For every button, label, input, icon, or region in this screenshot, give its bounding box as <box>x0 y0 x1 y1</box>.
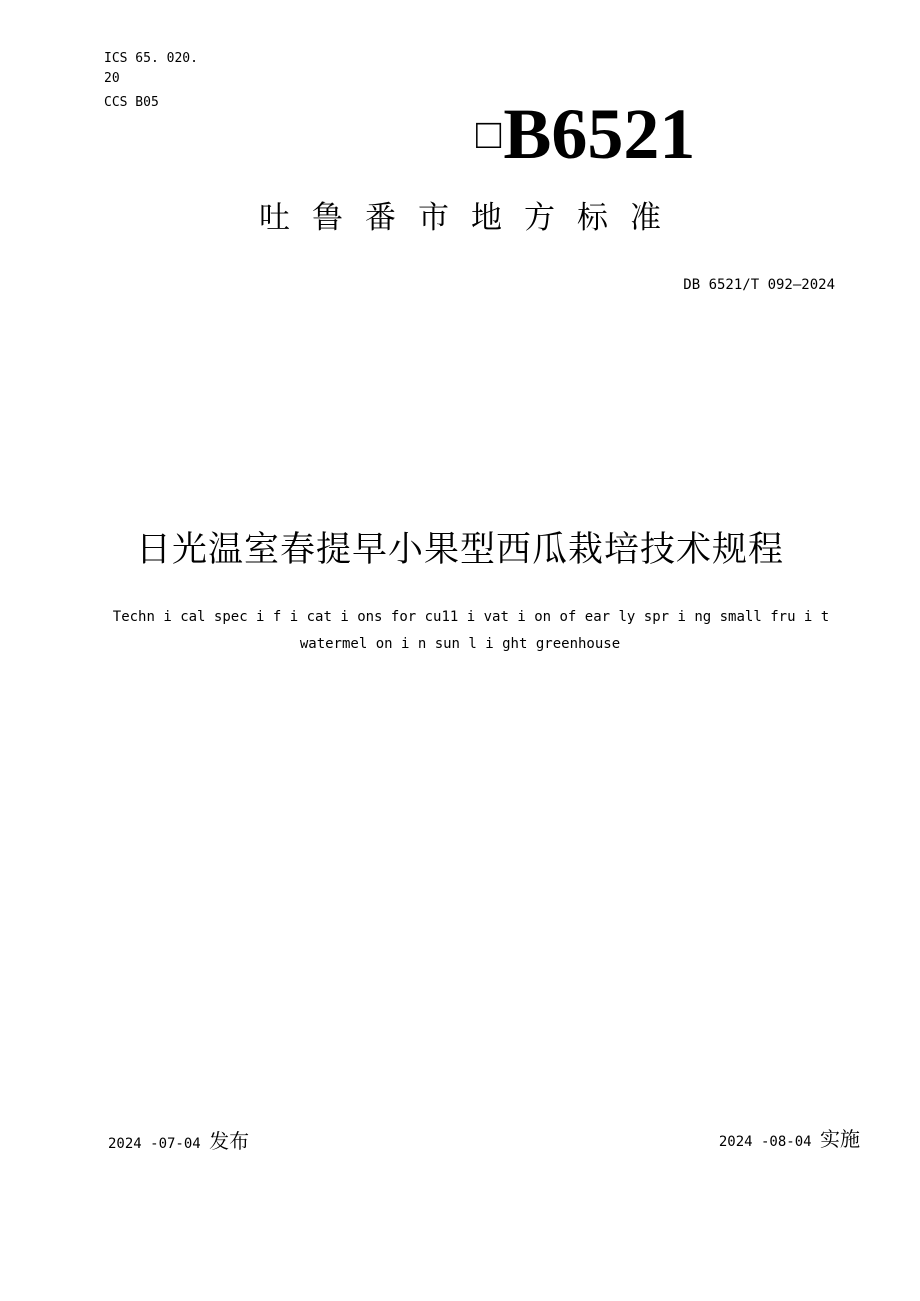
english-title-line-1: Techn i cal spec i f i cat i ons for cu11 i vat i on of ear ly spr i ng small fru i t <box>112 609 830 625</box>
publish-date: 2024 -07-04 <box>108 1136 201 1152</box>
ics-code-line-2: 20 <box>104 71 120 86</box>
english-title-line-2: watermel on i n sun l i ght greenhouse <box>299 636 621 652</box>
standard-category-title: 吐鲁番市地方标准 <box>259 200 683 236</box>
effective-date: 2024 -08-04 <box>718 1134 812 1150</box>
ics-code-line-1: ICS 65. 020. <box>104 51 198 66</box>
publish-date-block <box>108 1126 249 1159</box>
logo-box-glyph: □ <box>476 112 502 158</box>
publish-label: 发布 <box>209 1129 250 1153</box>
document-main-title: 日光温室春提早小果型西瓜栽培技术规程 <box>135 530 784 570</box>
logo-text: B6521 <box>503 94 696 174</box>
standard-logo <box>476 94 695 175</box>
ccs-code: CCS B05 <box>104 95 159 110</box>
effective-date-block <box>719 1124 860 1157</box>
effective-label: 实施 <box>820 1127 860 1151</box>
document-number: DB 6521/T 092—2024 <box>683 277 835 293</box>
